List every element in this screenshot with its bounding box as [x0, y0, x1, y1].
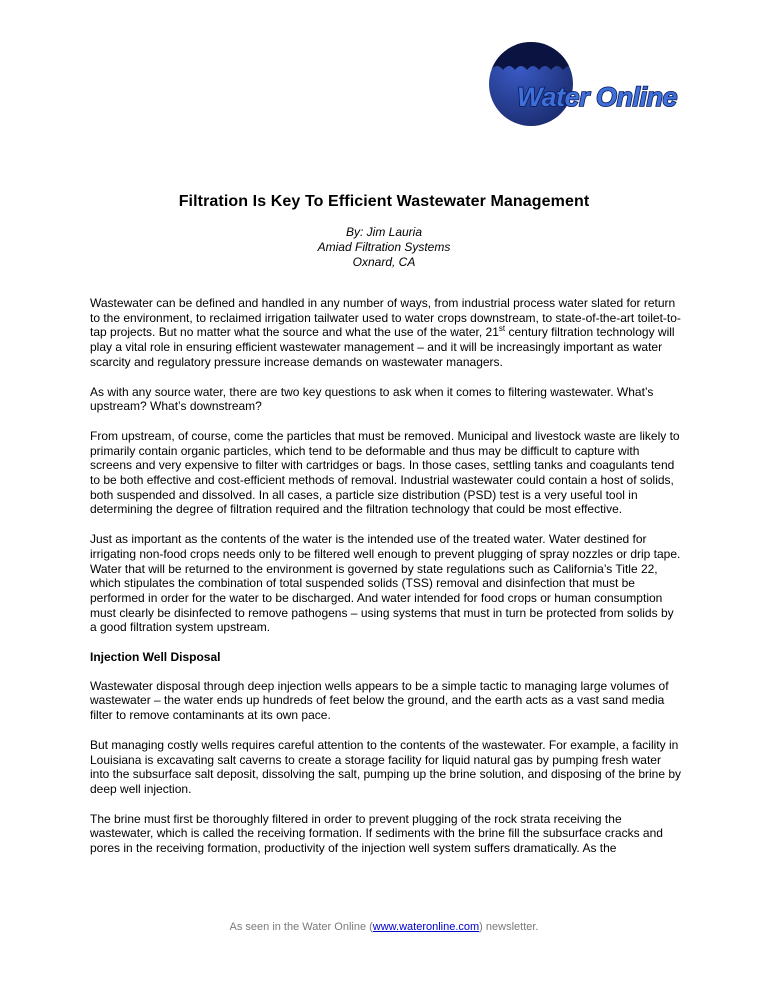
section-heading-injection-well: Injection Well Disposal [90, 650, 221, 665]
footer-note: As seen in the Water Online (www.wateronline.com) newsletter. [229, 921, 539, 933]
article-title: Filtration Is Key To Efficient Wastewater Management [178, 193, 590, 210]
paragraph-injection-3: The brine must first be thoroughly filtered in order to prevent plugging of the rock strata receiving the wastewater, which is called the receiving formation. If sediments with the brine fill the subsurface cracks and pores in the receiving formation, productivity of the injection well system suffers dramatically. As the [90, 811, 663, 856]
superscript-st: st [498, 324, 506, 334]
paragraph-upstream: From upstream, of course, come the particles that must be removed. Municipal and livestock waste are likely to primarily contain organic particles, which tend to be deformable and thus may be difficult to capture with screens and very expensive to filter with cartridges or bags. In those cases, settling tanks and coagulants tend to be both effective and cost-efficient methods of removal. Industrial wastewater could contain a host of solids, both suspended and dissolved. In all cases, a particle size distribution (PSD) test is a very useful tool in determining the degree of filtration required and the filtration technology that could be most effective. [90, 428, 680, 517]
byline-company: Amiad Filtration Systems [317, 240, 451, 254]
byline-author: By: Jim Lauria [345, 225, 423, 239]
paragraph-downstream: Just as important as the contents of the water is the intended use of the treated water. Water destined for irrigating non-food crops needs only to be filtered well enough to prevent plugging of spray nozzles or drip tape. Water that will be returned to the environment is governed by state regulations such as California’s Title 22, which stipulates the combination of total suspended solids (TSS) removal and disinfection that must be performed in order for the water to be discharged. And water intended for food crops or human consumption must clearly be disinfected to remove pathogens – using systems that must in turn be protected from solids by a good filtration system upstream. [90, 532, 681, 635]
logo-wave [487, 42, 575, 70]
footer-link[interactable]: www.wateronline.com [372, 921, 480, 933]
byline [0, 225, 768, 270]
paragraph-injection-1: Wastewater disposal through deep injection wells appears to be a simple tactic to managing large volumes of wastewater – the water ends up hundreds of feet below the ground, and the earth acts as a vast sand media filter to remove contaminants at its own pace. [90, 678, 669, 723]
paragraph-intro: Wastewater can be defined and handled in any number of ways, from industrial process water slated for return to the environment, to reclaimed irrigation tailwater used to water crops downstream, to state-of-the-art toilet-to-tap projects. But no matter what the source and what the use of the water, 21st century filtration technology will play a vital role in ensuring efficient wastewater management – and it will be increasingly important as water scarcity and regulatory pressure increase demands on wastewater managers. [90, 296, 681, 369]
article-body [90, 296, 682, 871]
water-online-logo [487, 40, 679, 126]
paragraph-questions: As with any source water, there are two key questions to ask when it comes to filtering wastewater. What’s upstream? What’s downstream? [90, 384, 654, 414]
byline-location: Oxnard, CA [352, 255, 416, 269]
paragraph-injection-2: But managing costly wells requires careful attention to the contents of the wastewater. For example, a facility in Louisiana is excavating salt caverns to create a storage facility for liquid natural gas by pumping fresh water into the subsurface salt deposit, dissolving the salt, pumping up the brine solution, and disposing of the brine by deep well injection. [90, 737, 682, 796]
logo-text: Water Online [517, 82, 678, 112]
